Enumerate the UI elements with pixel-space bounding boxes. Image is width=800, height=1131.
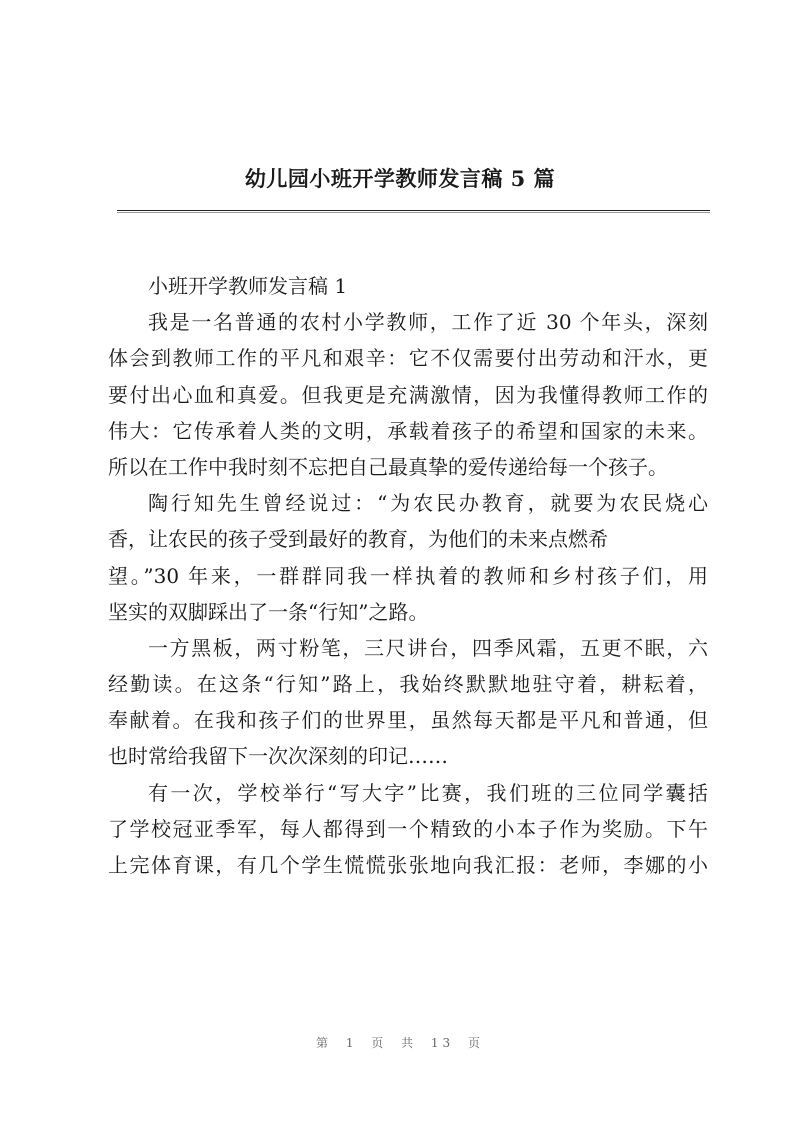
paragraph-line: 上完体育课，有几个学生慌慌张张地向我汇报：老师，李娜的小 xyxy=(108,853,708,877)
paragraph-line: 我是一名普通的农村小学教师，工作了近 30 个年头，深刻 xyxy=(148,310,708,335)
paragraph-line: 坚实的双脚踩出了一条“行知”之路。 xyxy=(108,599,429,624)
paragraph-line: 体会到教师工作的平凡和艰辛：它不仅需要付出劳动和汗水，更 xyxy=(108,346,708,371)
paragraph-line: 经勤读。在这条“行知”路上，我始终默默地驻守着，耕耘着， xyxy=(108,672,708,697)
paragraph-line: 伟大：它传承着人类的文明，承载着孩子的希望和国家的未来。 xyxy=(108,418,708,443)
document-title: 幼儿园小班开学教师发言稿 5 篇 xyxy=(244,166,556,191)
paragraph-line: 一方黑板，两寸粉笔，三尺讲台，四季风霜，五更不眠，六 xyxy=(148,635,708,660)
page-footer: 第 1 页 共 13 页 xyxy=(316,1036,484,1050)
paragraph-line: 香，让农民的孩子受到最好的教育，为他们的未来点燃希 xyxy=(108,527,608,552)
section-heading: 小班开学教师发言稿 1 xyxy=(148,274,348,298)
paragraph-line: 所以在工作中我时刻不忘把自己最真挚的爱传递给每一个孩子。 xyxy=(108,454,668,479)
paragraph-line: 陶行知先生曾经说过：“为农民办教育，就要为农民烧心 xyxy=(148,491,708,516)
paragraph-line: 也时常给我留下一次次深刻的印记…… xyxy=(108,744,448,769)
paragraph-line: 了学校冠亚季军，每人都得到一个精致的小本子作为奖励。下午 xyxy=(108,816,708,841)
document-body xyxy=(108,268,708,883)
paragraph-line: 奉献着。在我和孩子们的世界里，虽然每天都是平凡和普通，但 xyxy=(108,708,708,733)
paragraph-line: 望。”30 年来，一群群同我一样执着的教师和乡村孩子们，用 xyxy=(108,563,708,588)
paragraph-line: 要付出心血和真爱。但我更是充满激情，因为我懂得教师工作的 xyxy=(108,382,708,407)
title-underline xyxy=(117,210,710,211)
paragraph-line: 有一次，学校举行“写大字”比赛，我们班的三位同学囊括 xyxy=(148,780,708,805)
